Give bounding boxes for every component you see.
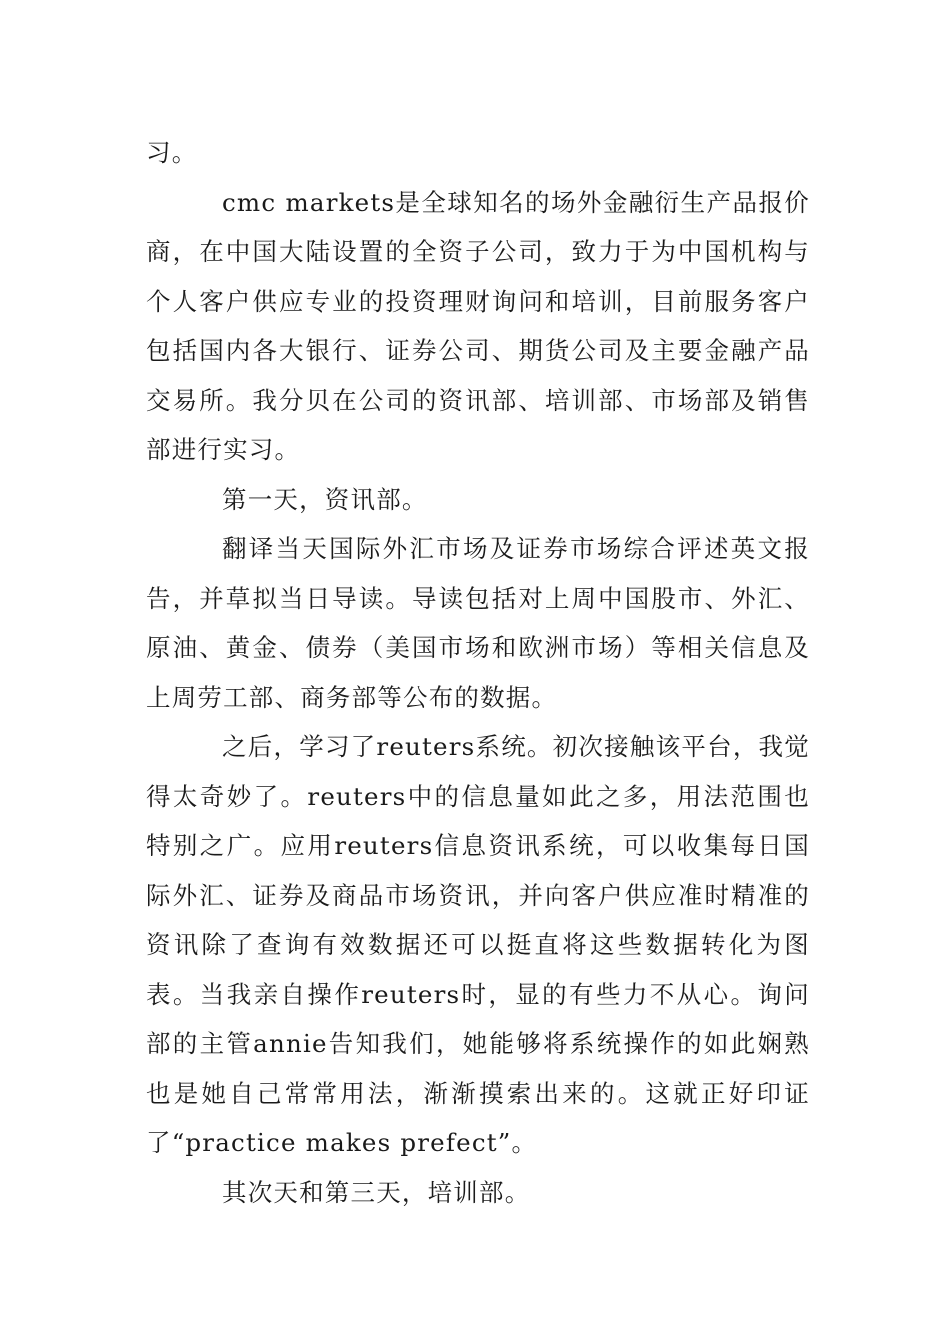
paragraph-continuation: 习。: [146, 138, 198, 167]
paragraph-day-one-heading: 第一天，资讯部。: [222, 484, 428, 514]
paragraph-reuters-system: 之后，学习了reuters系统。初次接触该平台，我觉得太奇妙了。reuters中的信息量如此之多，用法范围也特别之广。应用reuters信息资讯系统，可以收集每日国际外汇、证券及商品市场资讯，并向客户供应准时精准的资讯除了查询有效数据还可以挺直将这些数据转化为图表。当我亲自操作reuters时，显的有些力不从心。询问部的主管annie告知我们，她能够将系统操作的如此娴熟也是她自己常常用法，渐渐摸索出来的。这就正好印证了“practice makes prefect”。: [146, 732, 810, 1157]
document-body: [146, 128, 810, 1217]
paragraph-translation-task: 翻译当天国际外汇市场及证券市场综合评述英文报告，并草拟当日导读。导读包括对上周中国股市、外汇、原油、黄金、债券（美国市场和欧洲市场）等相关信息及上周劳工部、商务部等公布的数据。: [146, 534, 810, 712]
paragraph-day-two-three-heading: 其次天和第三天，培训部。: [222, 1177, 531, 1207]
paragraph-company-intro: cmc markets是全球知名的场外金融衍生产品报价商，在中国大陆设置的全资子公司，致力于为中国机构与个人客户供应专业的投资理财询问和培训，目前服务客户包括国内各大银行、证券公司、期货公司及主要金融产品交易所。我分贝在公司的资讯部、培训部、市场部及销售部进行实习。: [146, 187, 810, 464]
